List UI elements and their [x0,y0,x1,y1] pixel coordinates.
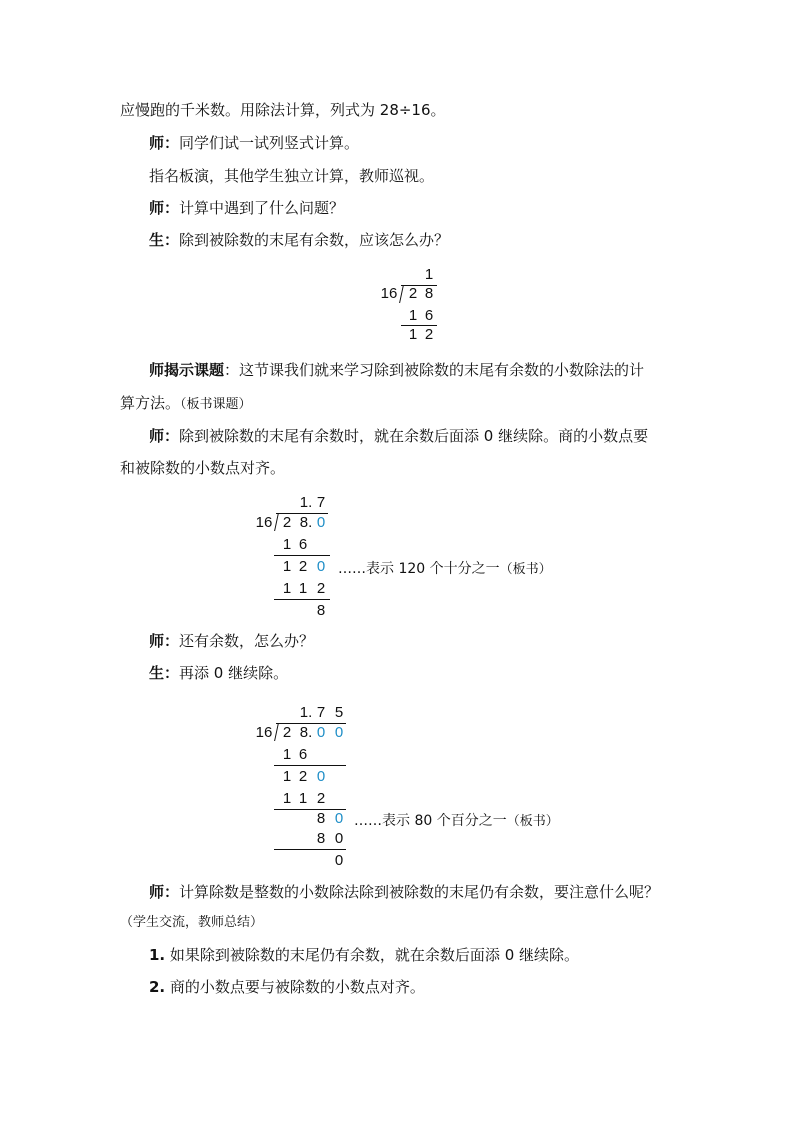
paragraph-2-text: 同学们试一试列竖式计算。 [179,134,360,152]
step-digit: 2 [316,790,326,807]
step-digit: 1 [282,580,292,597]
dividend-digit: 2 [408,285,418,302]
step-digit: 6 [298,536,308,553]
subtraction-line [274,599,330,600]
step-digit: 8 [316,830,326,847]
step-digit: 6 [424,307,434,324]
annotation-note: （板书） [499,562,552,577]
speaker-label: 师： [149,134,180,152]
step-digit: 2 [298,768,308,785]
summary-item-1 [149,944,579,966]
paragraph-7-text: 除到被除数的末尾有余数时，就在余数后面添 0 继续除。商的小数点要 [179,427,649,445]
paragraph-6-continued [120,392,252,416]
dividend-digit: 8. [299,724,313,741]
annotation-text: ……表示 120 个十分之一 [338,561,500,577]
paragraph-5-text: 除到被除数的末尾有余数，应该怎么办？ [179,231,450,249]
step-digit: 0 [334,830,344,847]
paragraph-4 [149,197,344,219]
long-division-2 [250,492,590,622]
step-digit: 1 [298,580,308,597]
remainder-digit: 1 [408,326,418,343]
divisor: 16 [255,514,273,531]
added-zero-digit: 0 [334,810,344,827]
added-zero-digit: 0 [316,558,326,575]
step-digit: 2 [298,558,308,575]
paragraph-7-continued [120,457,285,479]
quotient-digit: 1 [424,266,434,283]
paragraph-10-text: 计算除数是整数的小数除法除到被除数的末尾仍有余数，要注意什么呢？ [179,883,660,901]
paragraph-7 [149,425,648,447]
annotation-hundredths [354,810,559,830]
step-digit: 1 [282,558,292,575]
paragraph-8 [149,630,314,652]
paragraph-8-text: 还有余数，怎么办？ [179,632,315,650]
speaker-label: 师揭示课题 [149,361,225,379]
paragraph-2 [149,132,359,154]
paragraph-10 [149,881,659,903]
paragraph-9-text: 再添 0 继续除。 [179,664,289,682]
paragraph-6-text: ：这节课我们就来学习除到被除数的末尾有余数的小数除法的计 [224,361,645,379]
paragraph-10-note [120,912,263,934]
step-digit: 1 [282,768,292,785]
step-digit: 6 [298,746,308,763]
dividend-digit: 8. [299,514,313,531]
added-zero-digit: 0 [316,514,326,531]
added-zero-digit: 0 [316,724,326,741]
paragraph-6-cont-text: 算方法。 [120,394,181,412]
speaker-label: 师： [149,883,180,901]
annotation-text: ……表示 80 个百分之一 [354,813,507,829]
paragraph-1-text: 应慢跑的千米数。用除法计算，列式为 28÷16。 [120,101,446,119]
annotation-note: （板书） [506,814,559,829]
quotient-digit: 5 [334,704,344,721]
paragraph-5 [149,229,449,251]
quotient-digit: 1. [299,704,313,721]
long-division-3 [250,702,590,872]
paragraph-10-note-text: （学生交流，教师总结） [120,915,264,930]
step-digit: 1 [408,307,418,324]
dividend-digit: 2 [282,724,292,741]
item-number: 1. [149,946,166,964]
remainder-digit: 8 [316,602,326,619]
paragraph-3-text: 指名板演，其他学生独立计算，教师巡视。 [149,167,435,185]
quotient-digit: 7 [316,494,326,511]
item-text: 商的小数点要与被除数的小数点对齐。 [169,978,425,996]
paragraph-1 [120,99,446,121]
step-digit: 1 [298,790,308,807]
speaker-label: 师： [149,632,180,650]
step-digit: 1 [282,746,292,763]
item-text: 如果除到被除数的末尾仍有余数，就在余数后面添 0 继续除。 [169,946,580,964]
added-zero-digit: 0 [334,724,344,741]
speaker-label: 生： [149,664,180,682]
quotient-digit: 1. [299,494,313,511]
speaker-label: 生： [149,231,180,249]
subtraction-line [274,849,346,850]
paragraph-7-cont-text: 和被除数的小数点对齐。 [120,459,286,477]
remainder-digit: 0 [334,852,344,869]
dividend-digit: 2 [282,514,292,531]
step-digit: 1 [282,790,292,807]
added-zero-digit: 0 [316,768,326,785]
item-number: 2. [149,978,166,996]
summary-item-2 [149,976,425,998]
paragraph-3 [149,165,434,187]
step-digit: 8 [316,810,326,827]
paragraph-9 [149,662,288,684]
divisor: 16 [380,285,398,302]
speaker-label: 师： [149,427,180,445]
quotient-digit: 7 [316,704,326,721]
paragraph-4-text: 计算中遇到了什么问题？ [179,199,345,217]
step-digit: 2 [316,580,326,597]
speaker-label: 师： [149,199,180,217]
divisor: 16 [255,724,273,741]
paragraph-6 [149,359,644,381]
long-division-1 [370,264,450,344]
annotation-tenths [338,558,552,578]
subtraction-line [274,555,330,556]
step-digit: 1 [282,536,292,553]
dividend-digit: 8 [424,285,434,302]
remainder-digit: 2 [424,326,434,343]
paragraph-6-note: （板书课题） [180,397,252,412]
subtraction-line [274,765,346,766]
